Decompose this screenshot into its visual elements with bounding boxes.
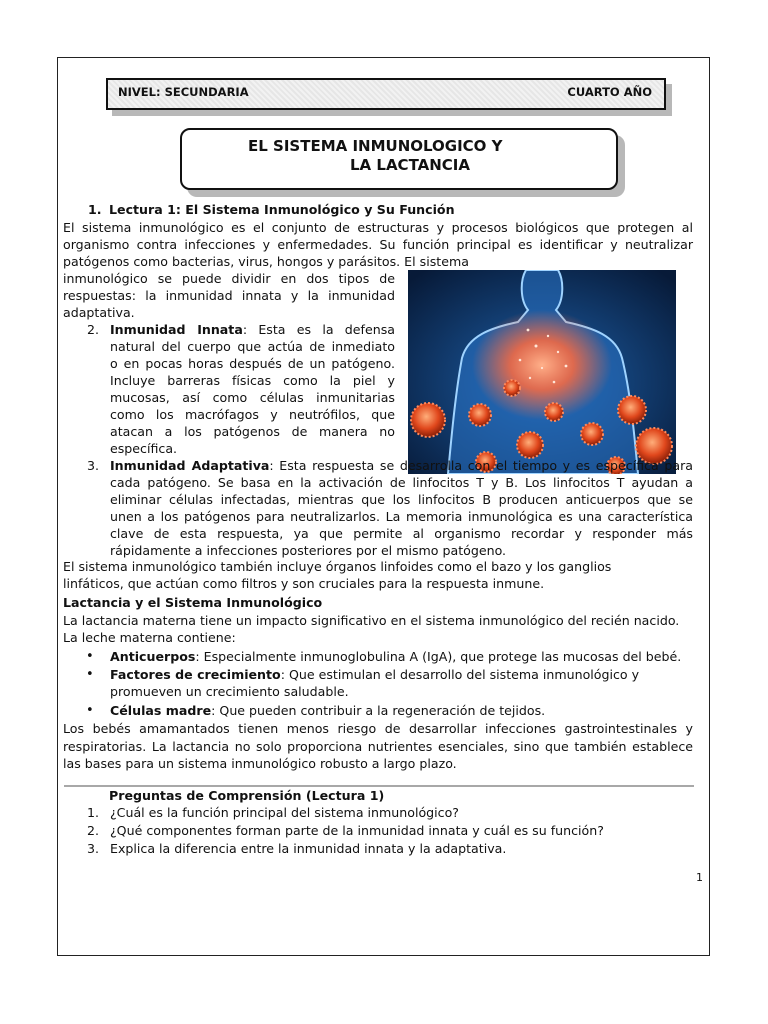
question-2-number: 2. xyxy=(87,823,100,838)
bullet-icon: • xyxy=(86,667,94,682)
item-2-line-4: Incluye barreras físicas como la piel y xyxy=(110,373,395,388)
intro-cont-line-2: respuestas: la inmunidad innata y la inmunidad xyxy=(63,288,395,303)
intro-line-3: patógenos como bacterias, virus, hongos y parásitos. El sistema xyxy=(63,254,469,269)
item-3-line-4: unen a los patógenos para neutralizarlos. La memoria inmunológica es una característica xyxy=(110,509,693,524)
bullet-anticuerpos: Anticuerpos: Especialmente inmunoglobulina A (IgA), que protege las mucosas del bebé. xyxy=(110,649,682,664)
questions-heading: Preguntas de Comprensión (Lectura 1) xyxy=(109,788,385,803)
title-line-1: EL SISTEMA INMUNOLOGICO Y xyxy=(248,137,503,155)
immune-system-illustration xyxy=(408,270,676,474)
closing-line-3: las bases para un sistema inmunológico robusto a largo plazo. xyxy=(63,756,457,771)
bullet-icon: • xyxy=(86,703,94,718)
item-2-line-1: Inmunidad Innata: Esta es la defensa xyxy=(110,322,395,337)
section-heading: Lectura 1: El Sistema Inmunológico y Su Función xyxy=(109,202,455,217)
bullet-icon: • xyxy=(86,649,94,664)
organs-line-1: El sistema inmunológico también incluye órganos linfoides como el bazo y los ganglios xyxy=(63,559,612,574)
question-1: ¿Cuál es la función principal del sistema inmunológico? xyxy=(110,805,459,820)
intro-line-1: El sistema inmunológico es el conjunto de estructuras y procesos biológicos que protegen al xyxy=(63,220,693,235)
lactancia-intro-line-2: La leche materna contiene: xyxy=(63,630,236,645)
item-2-line-6: como los macrófagos y neutrófilos, que xyxy=(110,407,395,422)
item-2-line-8: específica. xyxy=(110,441,178,456)
bullet-factores-line-2: promueven un crecimiento saludable. xyxy=(110,684,349,699)
item-3-line-3: eliminar células infectadas, mientras que los linfocitos B producen anticuerpos que se xyxy=(110,492,693,507)
lactancia-intro-line-1: La lactancia materna tiene un impacto significativo en el sistema inmunológico del recién nacido. xyxy=(63,613,680,628)
closing-line-2: respiratorias. La lactancia no solo proporciona nutrientes esenciales, sino que también establece xyxy=(63,739,693,754)
intro-cont-line-3: adaptativa. xyxy=(63,305,135,320)
page-number: 1 xyxy=(696,871,703,884)
lactancia-heading: Lactancia y el Sistema Inmunológico xyxy=(63,595,323,610)
item-2-term: Inmunidad Innata xyxy=(110,322,243,337)
item-2-line-7: atacan a los patógenos de manera no xyxy=(110,424,395,439)
intro-cont-line-1: inmunológico se puede dividir en dos tipos de xyxy=(63,271,395,286)
bullet-celulas: Células madre: Que pueden contribuir a la regeneración de tejidos. xyxy=(110,703,546,718)
title-line-2: LA LACTANCIA xyxy=(350,156,470,174)
item-3-line-5: clave de esta respuesta, ya que permite al organismo recordar y responder más xyxy=(110,526,693,541)
level-label: NIVEL: SECUNDARIA xyxy=(118,85,249,99)
question-2: ¿Qué componentes forman parte de la inmunidad innata y cuál es su función? xyxy=(110,823,604,838)
title-box xyxy=(180,128,618,190)
question-1-number: 1. xyxy=(87,805,100,820)
item-2-number: 2. xyxy=(87,322,100,337)
intro-line-2: organismo contra infecciones y enfermedades. Su función principal es identificar y neutralizar xyxy=(63,237,693,252)
section-number: 1. xyxy=(88,202,102,217)
bullet-factores: Factores de crecimiento: Que estimulan el desarrollo del sistema inmunológico y xyxy=(110,667,640,682)
item-2-line-5: mucosas, así como células inmunitarias xyxy=(110,390,395,405)
item-3-line-2: cada patógeno. Se basa en la activación de linfocitos T y B. Los linfocitos T ayudan a xyxy=(110,475,693,490)
closing-line-1: Los bebés amamantados tienen menos riesgo de desarrollar infecciones gastrointestinales y xyxy=(63,721,693,736)
item-3-term: Inmunidad Adaptativa xyxy=(110,458,270,473)
organs-line-2: linfáticos, que actúan como filtros y son cruciales para la respuesta inmune. xyxy=(63,576,545,591)
item-3-line-1: Inmunidad Adaptativa: Esta respuesta se desarrolla con el tiempo y es específica para xyxy=(110,458,693,473)
item-2-line-2: natural del cuerpo que actúa de inmediato xyxy=(110,339,395,354)
item-3-line-6: rápidamente a infecciones posteriores por el mismo patógeno. xyxy=(110,543,507,558)
item-2-line-3: o en pocas horas después de un patógeno. xyxy=(110,356,395,371)
item-3-number: 3. xyxy=(87,458,100,473)
header-banner xyxy=(106,78,666,110)
question-3: Explica la diferencia entre la inmunidad innata y la adaptativa. xyxy=(110,841,507,856)
question-3-number: 3. xyxy=(87,841,100,856)
year-label: CUARTO AÑO xyxy=(567,85,652,99)
